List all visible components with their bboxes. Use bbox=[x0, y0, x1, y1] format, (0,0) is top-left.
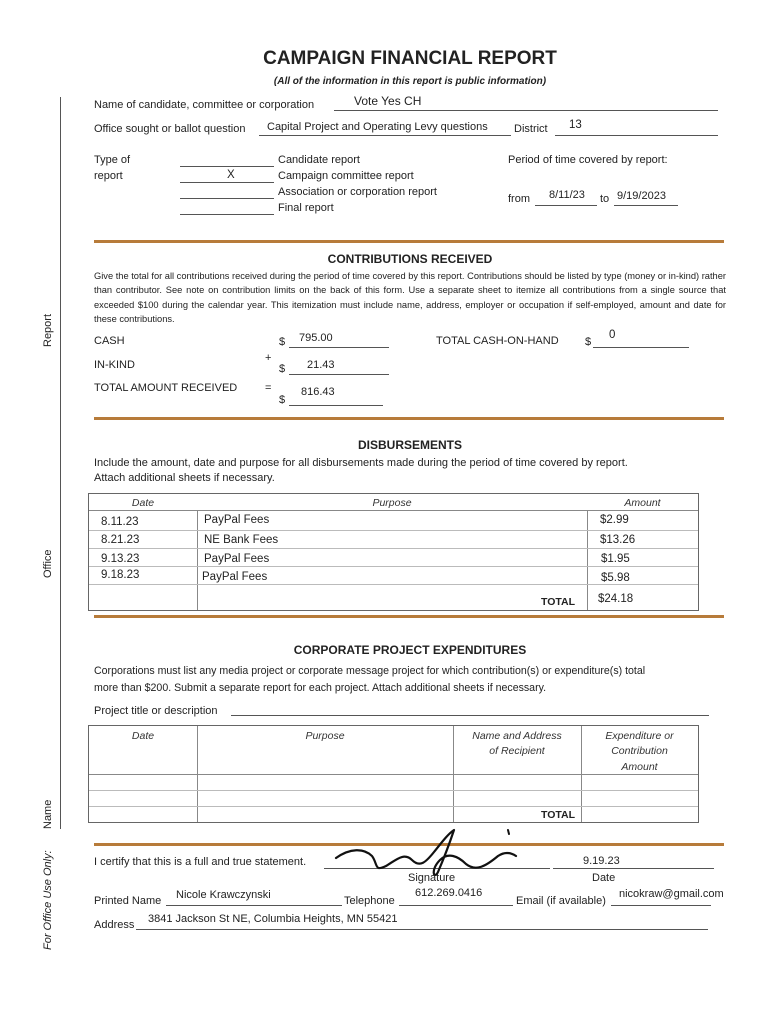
disb-date: 9.13.23 bbox=[101, 553, 140, 565]
disbursements-instructions-2: Attach additional sheets if necessary. bbox=[94, 472, 275, 484]
report-type-option-label: Final report bbox=[278, 202, 334, 214]
disb-purpose: PayPal Fees bbox=[204, 514, 270, 526]
disb-amount: $1.95 bbox=[601, 553, 630, 565]
corp-col-date: Date bbox=[131, 730, 155, 742]
signature-label: Signature bbox=[408, 872, 456, 884]
page-title: CAMPAIGN FINANCIAL REPORT bbox=[263, 48, 557, 69]
telephone-value: 612.269.0416 bbox=[415, 887, 483, 899]
cash-value: 795.00 bbox=[299, 332, 333, 344]
printed-name-value: Nicole Krawczynski bbox=[176, 889, 271, 901]
project-title-label: Project title or description bbox=[94, 705, 218, 717]
report-type-label-2: report bbox=[94, 170, 123, 182]
cash-field[interactable] bbox=[289, 333, 389, 348]
telephone-field[interactable] bbox=[399, 887, 513, 906]
period-from-field[interactable] bbox=[535, 191, 597, 206]
disb-date: 8.21.23 bbox=[101, 534, 140, 546]
name-value: Vote Yes CH bbox=[354, 94, 422, 108]
name-label: Name of candidate, committee or corporation bbox=[94, 99, 315, 111]
coh-dollar: $ bbox=[585, 336, 592, 348]
coh-label: TOTAL CASH-ON-HAND bbox=[436, 335, 559, 347]
total-received-equals: = bbox=[265, 382, 272, 394]
disb-amount: $13.26 bbox=[600, 534, 636, 546]
disb-purpose: NE Bank Fees bbox=[204, 534, 279, 546]
email-value: nicokraw@gmail.com bbox=[619, 888, 724, 900]
disb-date: 8.11.23 bbox=[101, 516, 139, 528]
period-label: Period of time covered by report: bbox=[508, 154, 668, 166]
side-label-report: Report bbox=[42, 313, 54, 347]
contributions-heading: CONTRIBUTIONS RECEIVED bbox=[327, 252, 493, 266]
period-to-field[interactable] bbox=[614, 191, 678, 206]
page-subtitle: (All of the information in this report is public information) bbox=[273, 76, 547, 87]
section-divider bbox=[94, 240, 724, 243]
name-field[interactable] bbox=[334, 96, 718, 111]
report-type-check[interactable] bbox=[180, 186, 274, 199]
period-to-label: to bbox=[600, 193, 610, 205]
office-value: Capital Project and Operating Levy questions bbox=[267, 121, 488, 133]
report-type-option-label: Campaign committee report bbox=[278, 170, 414, 182]
side-label-office: Office bbox=[42, 549, 54, 578]
total-received-value: 816.43 bbox=[301, 386, 335, 398]
project-title-field[interactable] bbox=[231, 703, 709, 716]
corp-col-exp-2: Contribution bbox=[611, 745, 668, 757]
corp-col-name-1: Name and Address bbox=[472, 730, 562, 742]
report-type-option-label: Candidate report bbox=[278, 154, 360, 166]
disbursements-heading: DISBURSEMENTS bbox=[357, 438, 462, 452]
side-label-office-use: For Office Use Only: bbox=[42, 850, 54, 950]
corporate-instructions-2: more than $200. Submit a separate report for each project. Attach additional sheets if necessary. bbox=[94, 682, 547, 694]
corp-col-purpose: Purpose bbox=[305, 730, 345, 742]
disb-col-date: Date bbox=[131, 497, 155, 509]
disb-total-value: $24.18 bbox=[598, 593, 634, 605]
email-field[interactable] bbox=[611, 888, 724, 906]
left-margin-line bbox=[60, 97, 61, 829]
office-field[interactable] bbox=[259, 121, 511, 136]
report-type-option-label: Association or corporation report bbox=[278, 186, 437, 198]
district-value: 13 bbox=[569, 119, 582, 131]
date-label: Date bbox=[592, 872, 616, 884]
disb-amount: $5.98 bbox=[601, 572, 630, 584]
corporate-heading: CORPORATE PROJECT EXPENDITURES bbox=[293, 643, 527, 657]
disb-date: 9.18.23 bbox=[101, 569, 140, 581]
disb-total-label: TOTAL bbox=[541, 596, 576, 608]
total-received-field[interactable] bbox=[289, 386, 383, 406]
office-label: Office sought or ballot question bbox=[94, 123, 246, 135]
inkind-label: IN-KIND bbox=[94, 359, 135, 371]
corp-col-name-2: of Recipient bbox=[489, 745, 545, 757]
cash-dollar: $ bbox=[279, 336, 286, 348]
inkind-dollar: $ bbox=[279, 363, 286, 375]
corporate-table bbox=[88, 725, 699, 823]
period-to-value: 9/19/2023 bbox=[617, 190, 666, 202]
inkind-value: 21.43 bbox=[307, 359, 335, 371]
report-type-check[interactable] bbox=[180, 202, 274, 215]
disb-col-amount: Amount bbox=[624, 497, 661, 509]
coh-field[interactable] bbox=[593, 329, 689, 348]
total-received-dollar: $ bbox=[279, 394, 286, 406]
inkind-field[interactable] bbox=[289, 360, 389, 375]
corp-col-exp-1: Expenditure or bbox=[605, 730, 674, 742]
telephone-label: Telephone bbox=[344, 895, 395, 907]
corp-total-label: TOTAL bbox=[541, 809, 576, 821]
contributions-instructions: Give the total for all contributions received during the period of time covered by this report. Contributions should be listed by type (money or in-kind) rather than contributor. See note on contribution limits on the back of this form. Use a separate sheet to itemize all contributions from a single source that exceeded $100 during the calendar year. This itemization must include name, address, employer or occupation if self-employed, amount and date for these contributions. bbox=[94, 271, 726, 324]
cash-label: CASH bbox=[94, 335, 125, 347]
certify-statement: I certify that this is a full and true statement. bbox=[94, 856, 307, 868]
district-field[interactable] bbox=[555, 121, 718, 136]
printed-name-label: Printed Name bbox=[94, 895, 162, 907]
address-value: 3841 Jackson St NE, Columbia Heights, MN 55421 bbox=[148, 913, 398, 925]
disb-purpose: PayPal Fees bbox=[204, 553, 270, 565]
report-type-check[interactable]: X bbox=[180, 170, 274, 183]
printed-name-field[interactable] bbox=[166, 889, 342, 906]
corp-col-exp-3: Amount bbox=[621, 761, 658, 773]
address-field[interactable] bbox=[136, 913, 708, 930]
total-received-label: TOTAL AMOUNT RECEIVED bbox=[94, 382, 238, 394]
disb-amount: $2.99 bbox=[600, 514, 629, 526]
district-label: District bbox=[514, 123, 548, 135]
corporate-instructions-1: Corporations must list any media project or corporate message project for which contribution(s) or expenditure(s) total bbox=[94, 665, 646, 677]
disbursements-instructions-1: Include the amount, date and purpose for all disbursements made during the period of time covered by report. bbox=[94, 457, 628, 469]
section-divider bbox=[94, 417, 724, 420]
address-label: Address bbox=[94, 919, 135, 931]
date-field[interactable] bbox=[553, 856, 714, 869]
disbursements-table bbox=[88, 493, 699, 611]
disb-col-purpose: Purpose bbox=[372, 497, 412, 509]
coh-value: 0 bbox=[609, 329, 616, 341]
report-type-label-1: Type of bbox=[94, 154, 131, 166]
date-value: 9.19.23 bbox=[583, 855, 620, 867]
report-type-check[interactable] bbox=[180, 154, 274, 167]
side-label-name: Name bbox=[42, 799, 54, 829]
section-divider bbox=[94, 615, 724, 618]
period-from-label: from bbox=[508, 193, 530, 205]
email-label: Email (if available) bbox=[516, 895, 606, 907]
disb-purpose: PayPal Fees bbox=[202, 571, 268, 583]
period-from-value: 8/11/23 bbox=[549, 189, 585, 201]
inkind-plus: + bbox=[265, 352, 272, 364]
